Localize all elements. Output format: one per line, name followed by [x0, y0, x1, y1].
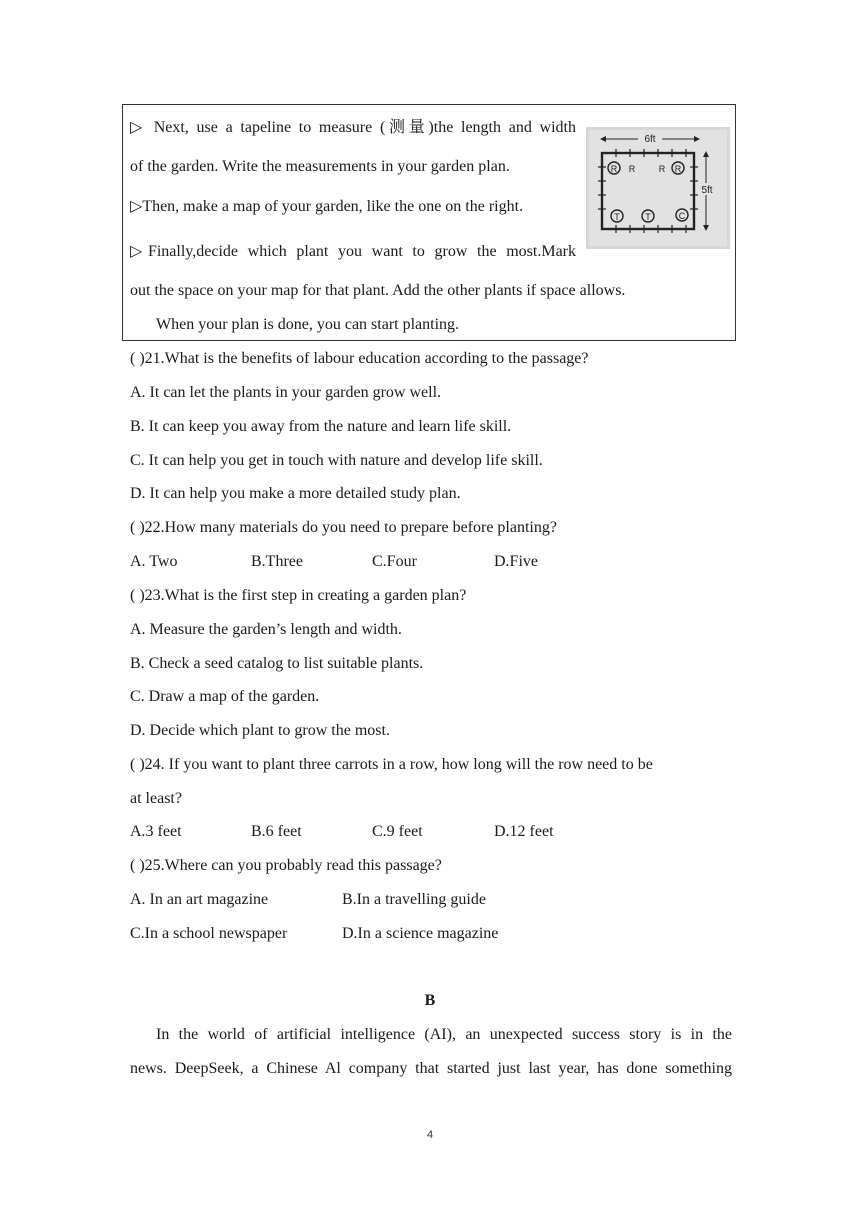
question-25-option-c: C.In a school newspaper [130, 925, 288, 942]
plant-r-4: R [674, 164, 682, 174]
plant-t-2: T [645, 212, 651, 222]
question-24-stem-continued: at least? [130, 790, 182, 807]
page-number: 4 [426, 1129, 434, 1141]
paragraph-line-2: news. DeepSeek, a Chinese Al company that started just last year, has done something [130, 1060, 732, 1077]
question-24-option-c: C.9 feet [372, 823, 423, 840]
question-24-option-a: A.3 feet [130, 823, 182, 840]
question-23-stem: ( )23.What is the first step in creating a garden plan? [130, 587, 467, 604]
plant-r-1: R [610, 164, 618, 174]
instruction-line-5: out the space on your map for that plant. Add the other plants if space allows. [130, 282, 626, 299]
question-22-option-a: A. Two [130, 553, 178, 570]
instruction-line-2: of the garden. Write the measurements in your garden plan. [130, 158, 510, 175]
width-label: 6ft [644, 134, 656, 145]
question-22-option-d: D.Five [494, 553, 538, 570]
question-25-stem: ( )25.Where can you probably read this passage? [130, 857, 442, 874]
question-22-stem: ( )22.How many materials do you need to prepare before planting? [130, 519, 557, 536]
instruction-line-3: ▷Then, make a map of your garden, like the one on the right. [130, 198, 524, 215]
question-21-option-b: B. It can keep you away from the nature and learn life skill. [130, 418, 512, 435]
question-24-option-b: B.6 feet [251, 823, 302, 840]
garden-map-figure [586, 127, 730, 249]
question-25-option-b: B.In a travelling guide [342, 891, 486, 908]
question-23-option-b: B. Check a seed catalog to list suitable plants. [130, 655, 424, 672]
instruction-line-1: ▷ Next, use a tapeline to measure (测量)the length and width [130, 119, 576, 136]
question-25-option-a: A. In an art magazine [130, 891, 269, 908]
plant-t-1: T [614, 212, 620, 222]
question-23-option-c: C. Draw a map of the garden. [130, 688, 320, 705]
instruction-line-6: When your plan is done, you can start planting. [156, 316, 460, 333]
question-22-option-c: C.Four [372, 553, 417, 570]
plant-r-2: R [628, 164, 636, 174]
question-24-option-d: D.12 feet [494, 823, 554, 840]
plant-r-3: R [658, 164, 666, 174]
paragraph-line-1: In the world of artificial intelligence (AI), an unexpected success story is in the [156, 1026, 732, 1043]
question-25-option-d: D.In a science magazine [342, 925, 499, 942]
question-23-option-d: D. Decide which plant to grow the most. [130, 722, 390, 739]
question-21-option-a: A. It can let the plants in your garden grow well. [130, 384, 442, 401]
section-heading: B [424, 992, 436, 1009]
question-22-option-b: B.Three [251, 553, 303, 570]
question-24-stem: ( )24. If you want to plant three carrots in a row, how long will the row need to be [130, 756, 653, 773]
question-21-option-d: D. It can help you make a more detailed study plan. [130, 485, 461, 502]
question-21-option-c: C. It can help you get in touch with nature and develop life skill. [130, 452, 543, 469]
question-21-stem: ( )21.What is the benefits of labour education according to the passage? [130, 350, 589, 367]
height-label: 5ft [701, 185, 713, 196]
question-23-option-a: A. Measure the garden’s length and width. [130, 621, 402, 638]
instruction-line-4: ▷Finally,decide which plant you want to grow the most.Mark [130, 243, 576, 260]
plant-c-1: C [678, 211, 686, 221]
